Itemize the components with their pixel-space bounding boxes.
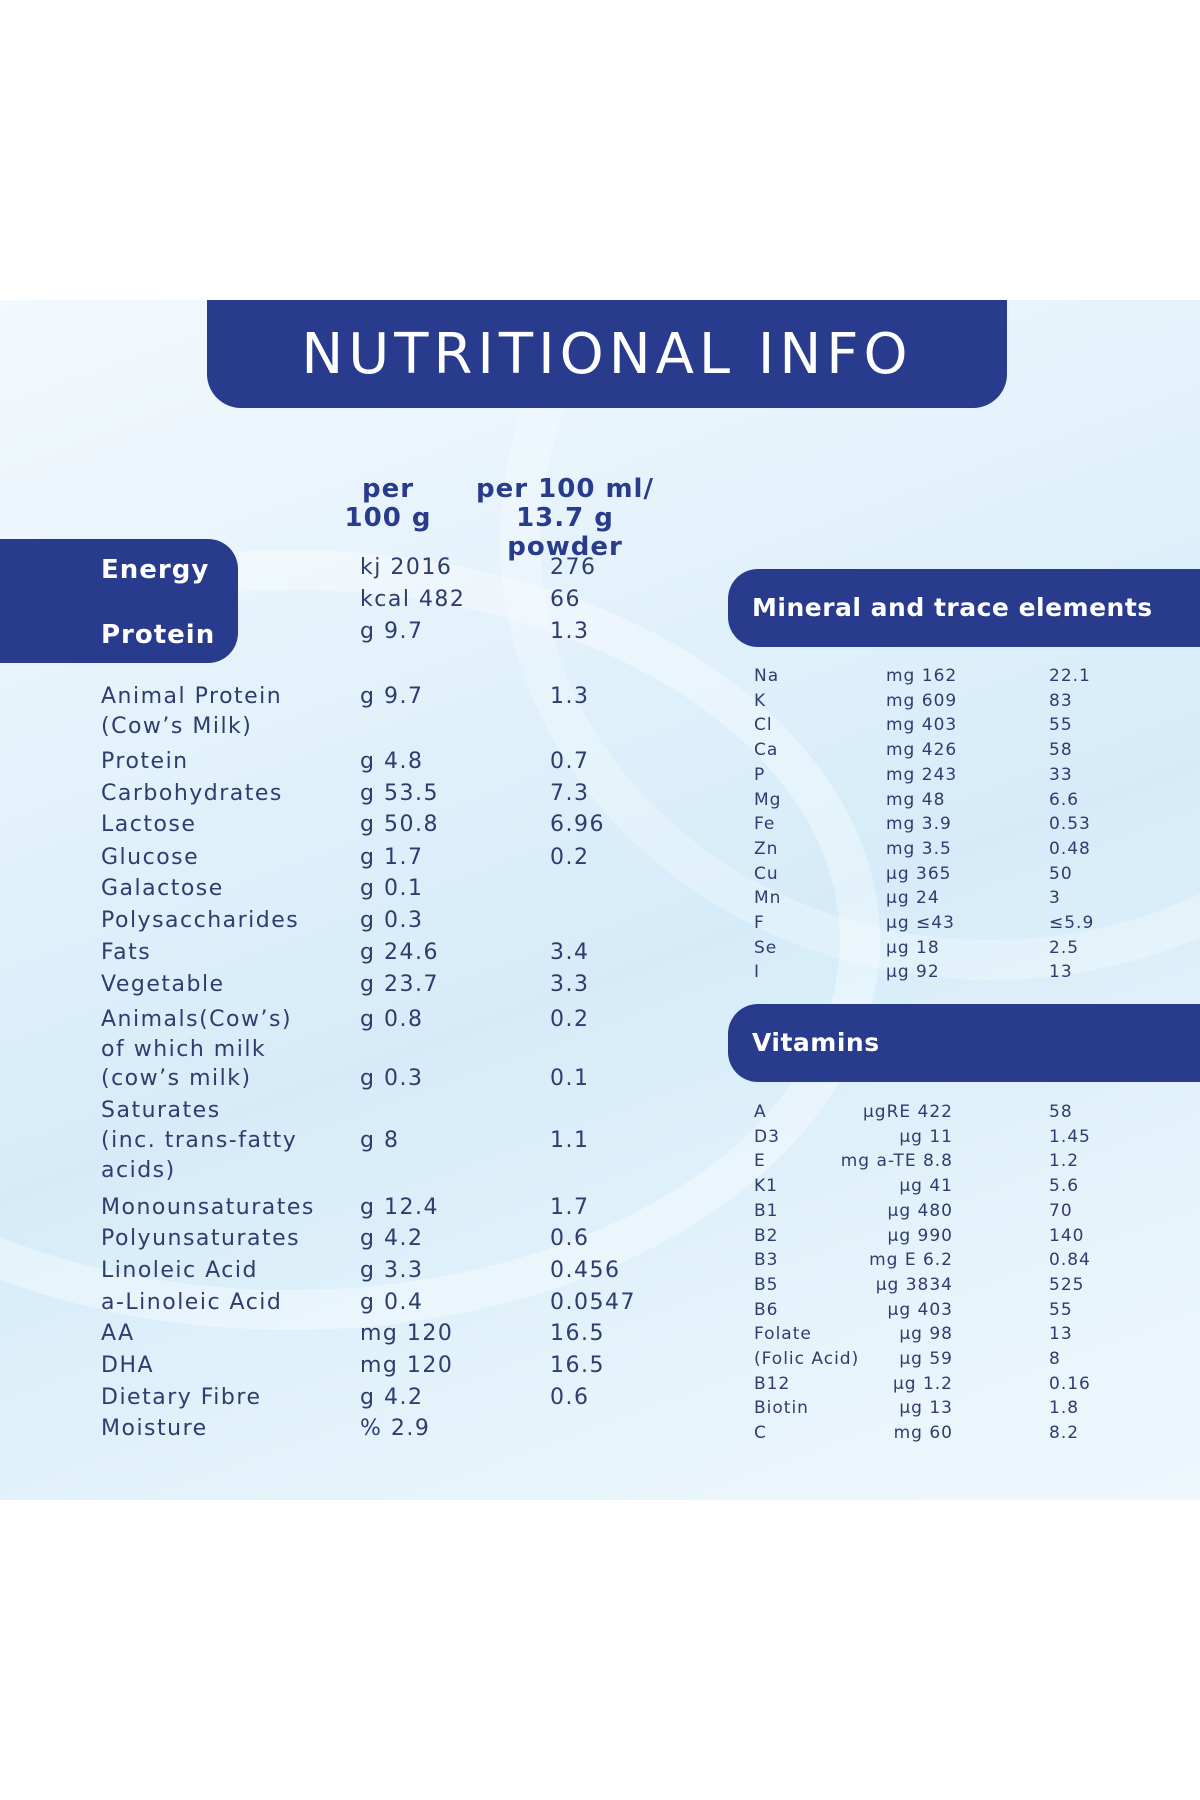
mineral-symbol: Zn: [754, 838, 779, 859]
vitamin-value-per-100ml: 0.16: [1049, 1373, 1091, 1394]
energy-protein-tab: [0, 539, 238, 663]
mineral-value-per-100ml: 50: [1049, 863, 1073, 884]
mineral-symbol: Se: [754, 937, 778, 958]
vitamin-value-per-100g: µg 480: [887, 1200, 953, 1221]
vitamins-heading: Vitamins: [752, 1028, 880, 1057]
row-value-per-100g: g 50.8: [360, 812, 439, 837]
row-name: Protein: [101, 749, 189, 774]
column-header-line: 100 g: [344, 503, 432, 533]
row-value-per-100g: g 0.1: [360, 876, 424, 901]
minerals-heading-bar: [728, 569, 1200, 647]
row-name: Saturates: [101, 1098, 221, 1123]
row-value-per-100ml: 7.3: [550, 781, 590, 806]
vitamin-value-per-100g: µg 1.2: [892, 1373, 953, 1394]
vitamins-heading-bar: [728, 1004, 1200, 1082]
row-name: Monounsaturates: [101, 1195, 315, 1220]
row-value-per-100g: g 0.3: [360, 1066, 424, 1091]
row-name: Carbohydrates: [101, 781, 283, 806]
mineral-symbol: Mg: [754, 789, 782, 810]
row-value-per-100ml: 1.3: [550, 619, 590, 644]
vitamin-value-per-100g: µg 3834: [875, 1274, 953, 1295]
row-value-per-100ml: 276: [550, 555, 597, 580]
row-value-per-100g: g 9.7: [360, 619, 424, 644]
row-name: acids): [101, 1158, 176, 1183]
title-banner: [207, 300, 1007, 408]
vitamin-value-per-100g: µg 990: [887, 1225, 953, 1246]
mineral-symbol: Cl: [754, 715, 773, 736]
row-value-per-100g: g 9.7: [360, 684, 424, 709]
vitamin-value-per-100g: µg 41: [899, 1176, 953, 1197]
mineral-value-per-100ml: 83: [1049, 690, 1073, 711]
row-value-per-100ml: 0.6: [550, 1226, 590, 1251]
mineral-value-per-100g: µg 18: [886, 937, 940, 958]
row-name: Moisture: [101, 1416, 208, 1441]
vitamin-name: B1: [754, 1200, 779, 1221]
vitamin-name: B3: [754, 1250, 779, 1271]
vitamin-name: B6: [754, 1299, 779, 1320]
vitamin-value-per-100ml: 1.8: [1049, 1398, 1080, 1419]
mineral-symbol: Mn: [754, 888, 782, 909]
mineral-value-per-100g: mg 403: [886, 715, 958, 736]
mineral-value-per-100g: mg 3.9: [886, 814, 952, 835]
row-name: Linoleic Acid: [101, 1258, 258, 1283]
vitamin-value-per-100g: µg 59: [899, 1349, 953, 1369]
column-header-line: per: [361, 474, 415, 504]
mineral-value-per-100g: mg 243: [886, 764, 958, 785]
row-name: (Cow’s Milk): [101, 714, 253, 739]
page-title: NUTRITIONAL INFO: [301, 321, 913, 387]
vitamin-name: E: [754, 1151, 766, 1172]
row-name: Lactose: [101, 812, 197, 837]
row-value-per-100g: g 4.2: [360, 1226, 424, 1251]
row-value-per-100ml: 0.0547: [550, 1290, 636, 1315]
mineral-symbol: I: [754, 962, 761, 983]
row-value-per-100g: mg 120: [360, 1321, 454, 1346]
vitamin-name: Biotin: [754, 1398, 809, 1419]
vitamin-value-per-100g: µg 11: [899, 1126, 953, 1147]
row-name: DHA: [101, 1353, 155, 1378]
vitamin-name: C: [754, 1423, 767, 1444]
column-header-per-100ml: [455, 475, 675, 562]
mineral-value-per-100g: µg 92: [886, 962, 940, 983]
row-value-per-100g: g 4.2: [360, 1385, 424, 1410]
vitamin-value-per-100ml: 140: [1049, 1225, 1085, 1246]
mineral-value-per-100g: µg 24: [886, 888, 940, 909]
row-name: Polyunsaturates: [101, 1226, 301, 1251]
row-value-per-100g: g 0.4: [360, 1290, 424, 1315]
row-value-per-100ml: 0.2: [550, 1007, 590, 1032]
vitamin-value-per-100ml: 55: [1049, 1299, 1073, 1320]
vitamin-value-per-100ml: 8: [1049, 1349, 1061, 1369]
column-header-per-100g: [338, 475, 438, 533]
mineral-symbol: Ca: [754, 740, 779, 761]
row-name: Fats: [101, 940, 152, 965]
mineral-symbol: Fe: [754, 814, 776, 835]
row-name: Animals(Cow’s): [101, 1007, 293, 1032]
vitamin-value-per-100ml: 13: [1049, 1324, 1073, 1345]
row-value-per-100g: kcal 482: [360, 587, 466, 612]
row-name: Glucose: [101, 845, 200, 870]
row-name: Animal Protein: [101, 684, 283, 709]
vitamin-value-per-100ml: 0.84: [1049, 1250, 1091, 1271]
mineral-value-per-100ml: 0.48: [1049, 838, 1091, 859]
vitamin-value-per-100ml: 525: [1049, 1274, 1085, 1295]
vitamin-value-per-100g: µg 403: [887, 1299, 953, 1320]
row-value-per-100ml: 0.2: [550, 845, 590, 870]
row-value-per-100ml: 3.4: [550, 940, 590, 965]
row-name: AA: [101, 1321, 135, 1346]
row-value-per-100ml: 16.5: [550, 1353, 605, 1378]
mineral-value-per-100ml: 58: [1049, 740, 1073, 761]
vitamin-name: B5: [754, 1274, 779, 1295]
row-name: Polysaccharides: [101, 908, 300, 933]
vitamin-value-per-100ml: 1.2: [1049, 1151, 1080, 1172]
row-name: (cow’s milk): [101, 1066, 252, 1091]
row-value-per-100ml: 0.1: [550, 1066, 590, 1091]
row-value-per-100g: mg 120: [360, 1353, 454, 1378]
row-value-per-100ml: 16.5: [550, 1321, 605, 1346]
mineral-value-per-100ml: 2.5: [1049, 937, 1080, 958]
vitamin-name: (Folic Acid): [754, 1349, 860, 1369]
minerals-heading: Mineral and trace elements: [752, 593, 1153, 622]
row-name: Vegetable: [101, 972, 225, 997]
row-value-per-100g: % 2.9: [360, 1416, 431, 1441]
column-header-line: 13.7 g powder: [507, 503, 623, 562]
row-value-per-100g: g 53.5: [360, 781, 439, 806]
mineral-symbol: Cu: [754, 863, 779, 884]
vitamin-value-per-100ml: 5.6: [1049, 1176, 1080, 1197]
row-value-per-100g: g 23.7: [360, 972, 439, 997]
row-value-per-100g: g 8: [360, 1128, 400, 1153]
vitamin-value-per-100ml: 1.45: [1049, 1126, 1091, 1147]
row-name: a-Linoleic Acid: [101, 1290, 283, 1315]
mineral-value-per-100g: µg 365: [886, 863, 952, 884]
mineral-value-per-100ml: 3: [1049, 888, 1061, 909]
row-value-per-100g: g 12.4: [360, 1195, 439, 1220]
vitamin-value-per-100g: mg E 6.2: [869, 1250, 953, 1271]
row-value-per-100g: g 0.8: [360, 1007, 424, 1032]
vitamin-name: K1: [754, 1176, 778, 1197]
vitamin-name: D3: [754, 1126, 780, 1147]
mineral-value-per-100ml: 6.6: [1049, 789, 1080, 810]
row-value-per-100g: g 3.3: [360, 1258, 424, 1283]
vitamin-name: A: [754, 1102, 767, 1122]
mineral-symbol: F: [754, 913, 765, 933]
mineral-value-per-100g: mg 48: [886, 789, 946, 810]
vitamin-name: Folate: [754, 1324, 812, 1345]
mineral-value-per-100ml: 22.1: [1049, 666, 1091, 686]
vitamin-value-per-100ml: 8.2: [1049, 1423, 1080, 1444]
vitamin-value-per-100g: mg a-TE 8.8: [840, 1151, 953, 1172]
mineral-value-per-100ml: 13: [1049, 962, 1073, 983]
energy-label: Energy: [101, 555, 210, 585]
vitamin-value-per-100g: mg 60: [893, 1423, 953, 1444]
vitamin-name: B2: [754, 1225, 779, 1246]
vitamin-value-per-100g: µgRE 422: [862, 1102, 953, 1122]
row-value-per-100ml: 1.7: [550, 1195, 590, 1220]
mineral-value-per-100ml: ≤5.9: [1049, 913, 1095, 933]
row-value-per-100ml: 0.7: [550, 749, 590, 774]
column-header-line: per 100 ml/: [476, 474, 654, 504]
row-name: Dietary Fibre: [101, 1385, 262, 1410]
mineral-symbol: Na: [754, 666, 780, 686]
mineral-symbol: K: [754, 690, 767, 711]
mineral-symbol: P: [754, 764, 766, 785]
vitamin-name: B12: [754, 1373, 791, 1394]
vitamin-value-per-100g: µg 98: [899, 1324, 953, 1345]
mineral-value-per-100ml: 0.53: [1049, 814, 1091, 835]
mineral-value-per-100g: mg 609: [886, 690, 958, 711]
row-value-per-100g: g 1.7: [360, 845, 424, 870]
protein-label: Protein: [101, 620, 216, 650]
row-value-per-100g: g 4.8: [360, 749, 424, 774]
row-value-per-100g: g 24.6: [360, 940, 439, 965]
row-value-per-100ml: 66: [550, 587, 581, 612]
mineral-value-per-100g: mg 3.5: [886, 838, 952, 859]
row-value-per-100ml: 1.3: [550, 684, 590, 709]
mineral-value-per-100g: µg ≤43: [886, 913, 955, 933]
mineral-value-per-100ml: 33: [1049, 764, 1073, 785]
row-value-per-100ml: 0.456: [550, 1258, 621, 1283]
row-value-per-100g: g 0.3: [360, 908, 424, 933]
row-value-per-100ml: 3.3: [550, 972, 590, 997]
mineral-value-per-100g: mg 426: [886, 740, 958, 761]
row-value-per-100ml: 1.1: [550, 1128, 590, 1153]
row-value-per-100ml: 6.96: [550, 812, 605, 837]
row-name: Galactose: [101, 876, 224, 901]
row-value-per-100g: kj 2016: [360, 555, 453, 580]
vitamin-value-per-100g: µg 13: [899, 1398, 953, 1419]
mineral-value-per-100g: mg 162: [886, 666, 958, 686]
row-name: of which milk: [101, 1037, 267, 1062]
vitamin-value-per-100ml: 58: [1049, 1102, 1073, 1122]
row-value-per-100ml: 0.6: [550, 1385, 590, 1410]
vitamin-value-per-100ml: 70: [1049, 1200, 1073, 1221]
mineral-value-per-100ml: 55: [1049, 715, 1073, 736]
row-name: (inc. trans-fatty: [101, 1128, 298, 1153]
